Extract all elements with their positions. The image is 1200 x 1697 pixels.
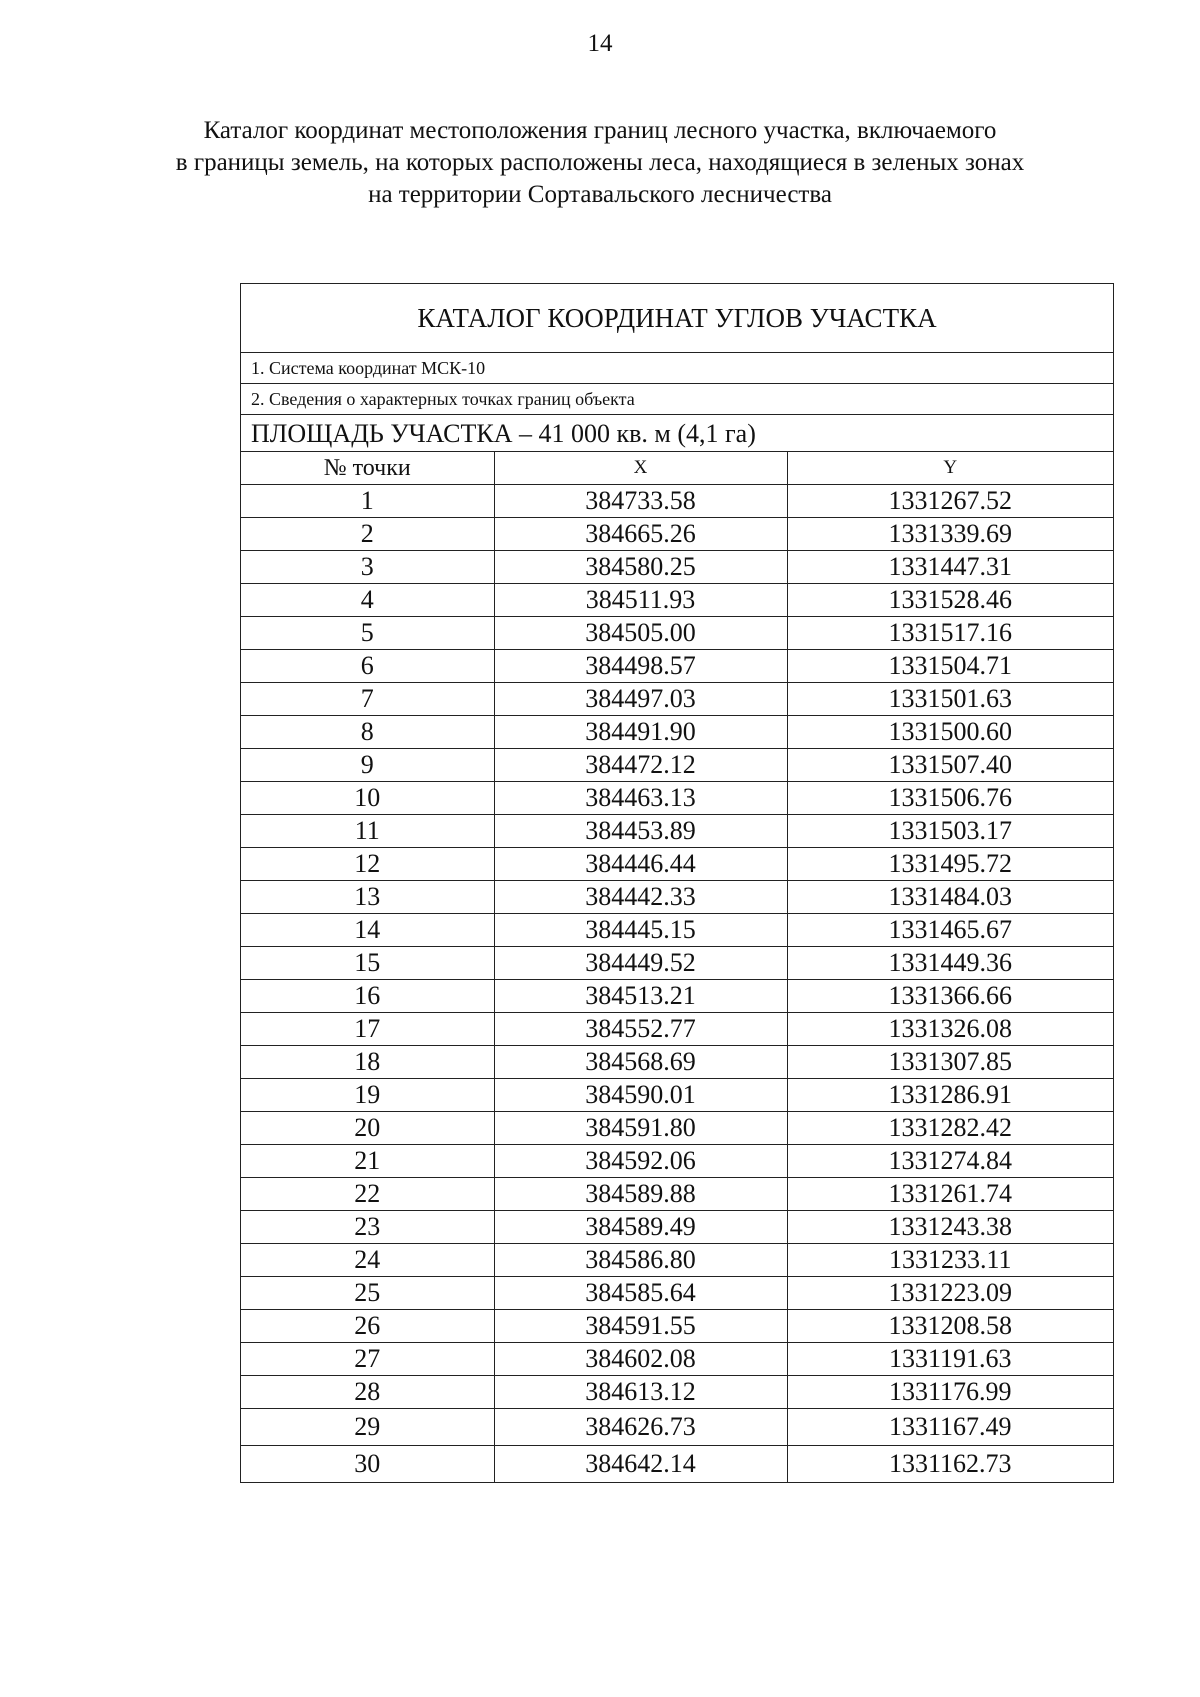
y-coordinate-cell: 1331506.76 [787,782,1113,815]
point-number-cell: 3 [241,551,494,584]
y-coordinate-cell: 1331495.72 [787,848,1113,881]
y-coordinate-cell: 1331501.63 [787,683,1113,716]
table-row [241,1446,1113,1483]
y-coordinate-cell: 1331307.85 [787,1046,1113,1079]
point-number-cell: 10 [241,782,494,815]
y-coordinate-cell: 1331504.71 [787,650,1113,683]
column-header-y: Y [787,452,1113,485]
point-number-cell: 8 [241,716,494,749]
x-coordinate-cell: 384568.69 [494,1046,787,1079]
x-coordinate-cell: 384449.52 [494,947,787,980]
y-coordinate-cell: 1331208.58 [787,1310,1113,1343]
x-coordinate-cell: 384513.21 [494,980,787,1013]
table-row [241,749,1113,782]
table-row [241,1079,1113,1112]
y-coordinate-cell: 1331500.60 [787,716,1113,749]
point-number-cell: 21 [241,1145,494,1178]
table-row [241,1409,1113,1446]
column-header-point: № точки [241,452,494,485]
x-coordinate-cell: 384511.93 [494,584,787,617]
plot-area: ПЛОЩАДЬ УЧАСТКА – 41 000 кв. м (4,1 га) [241,415,1113,452]
point-number-cell: 12 [241,848,494,881]
x-coordinate-cell: 384491.90 [494,716,787,749]
y-coordinate-cell: 1331528.46 [787,584,1113,617]
x-coordinate-cell: 384552.77 [494,1013,787,1046]
table-row [241,584,1113,617]
document-title-line: Каталог координат местоположения границ лесного участка, включаемого [203,117,997,144]
table-row [241,881,1113,914]
y-coordinate-cell: 1331503.17 [787,815,1113,848]
column-header-x: X [494,452,787,485]
table-header-row [241,452,1113,485]
table-row [241,551,1113,584]
y-coordinate-cell: 1331223.09 [787,1277,1113,1310]
table-row [241,650,1113,683]
x-coordinate-cell: 384497.03 [494,683,787,716]
x-coordinate-cell: 384591.80 [494,1112,787,1145]
x-coordinate-cell: 384591.55 [494,1310,787,1343]
table-row [241,617,1113,650]
x-coordinate-cell: 384445.15 [494,914,787,947]
y-coordinate-cell: 1331176.99 [787,1376,1113,1409]
table-row [241,1145,1113,1178]
table-row [241,848,1113,881]
table-row [241,1244,1113,1277]
point-number-cell: 7 [241,683,494,716]
y-coordinate-cell: 1331507.40 [787,749,1113,782]
table-row [241,1211,1113,1244]
table-row [241,782,1113,815]
x-coordinate-cell: 384642.14 [494,1446,787,1483]
x-coordinate-cell: 384505.00 [494,617,787,650]
document-title [60,115,1140,211]
coordinate-system-note: 1. Система координат МСК-10 [241,353,1113,384]
point-number-cell: 4 [241,584,494,617]
x-coordinate-cell: 384580.25 [494,551,787,584]
point-number-cell: 20 [241,1112,494,1145]
document-title-line: в границы земель, на которых расположены леса, находящиеся в зеленых зонах [175,149,1025,176]
x-coordinate-cell: 384613.12 [494,1376,787,1409]
y-coordinate-cell: 1331243.38 [787,1211,1113,1244]
catalog-header: КАТАЛОГ КООРДИНАТ УГЛОВ УЧАСТКА [241,284,1113,353]
point-number-cell: 15 [241,947,494,980]
x-coordinate-cell: 384733.58 [494,485,787,518]
x-coordinate-cell: 384585.64 [494,1277,787,1310]
y-coordinate-cell: 1331326.08 [787,1013,1113,1046]
y-coordinate-cell: 1331447.31 [787,551,1113,584]
table-row [241,914,1113,947]
y-coordinate-cell: 1331274.84 [787,1145,1113,1178]
x-coordinate-cell: 384498.57 [494,650,787,683]
y-coordinate-cell: 1331267.52 [787,485,1113,518]
table-row [241,815,1113,848]
y-coordinate-cell: 1331339.69 [787,518,1113,551]
table-row [241,683,1113,716]
point-number-cell: 1 [241,485,494,518]
point-number-cell: 23 [241,1211,494,1244]
x-coordinate-cell: 384589.49 [494,1211,787,1244]
point-number-cell: 28 [241,1376,494,1409]
point-number-cell: 16 [241,980,494,1013]
point-number-cell: 11 [241,815,494,848]
y-coordinate-cell: 1331366.66 [787,980,1113,1013]
point-number-cell: 17 [241,1013,494,1046]
y-coordinate-cell: 1331484.03 [787,881,1113,914]
point-number-cell: 27 [241,1343,494,1376]
x-coordinate-cell: 384472.12 [494,749,787,782]
point-number-cell: 29 [241,1409,494,1446]
x-coordinate-cell: 384590.01 [494,1079,787,1112]
x-coordinate-cell: 384602.08 [494,1343,787,1376]
point-number-cell: 26 [241,1310,494,1343]
boundary-points-note: 2. Сведения о характерных точках границ объекта [241,384,1113,415]
coordinate-catalog [240,283,1114,1483]
table-row [241,1112,1113,1145]
y-coordinate-cell: 1331282.42 [787,1112,1113,1145]
point-number-cell: 14 [241,914,494,947]
table-row [241,1178,1113,1211]
x-coordinate-cell: 384589.88 [494,1178,787,1211]
table-row [241,716,1113,749]
y-coordinate-cell: 1331162.73 [787,1446,1113,1483]
point-number-cell: 5 [241,617,494,650]
point-number-cell: 22 [241,1178,494,1211]
y-coordinate-cell: 1331191.63 [787,1343,1113,1376]
y-coordinate-cell: 1331286.91 [787,1079,1113,1112]
point-number-cell: 24 [241,1244,494,1277]
table-row [241,1310,1113,1343]
x-coordinate-cell: 384665.26 [494,518,787,551]
x-coordinate-cell: 384453.89 [494,815,787,848]
y-coordinate-cell: 1331465.67 [787,914,1113,947]
y-coordinate-cell: 1331233.11 [787,1244,1113,1277]
y-coordinate-cell: 1331449.36 [787,947,1113,980]
y-coordinate-cell: 1331167.49 [787,1409,1113,1446]
point-number-cell: 19 [241,1079,494,1112]
point-number-cell: 9 [241,749,494,782]
x-coordinate-cell: 384592.06 [494,1145,787,1178]
point-number-cell: 13 [241,881,494,914]
table-row [241,1376,1113,1409]
table-row [241,518,1113,551]
table-row [241,947,1113,980]
y-coordinate-cell: 1331261.74 [787,1178,1113,1211]
point-number-cell: 30 [241,1446,494,1483]
x-coordinate-cell: 384463.13 [494,782,787,815]
x-coordinate-cell: 384442.33 [494,881,787,914]
y-coordinate-cell: 1331517.16 [787,617,1113,650]
table-row [241,1343,1113,1376]
x-coordinate-cell: 384586.80 [494,1244,787,1277]
table-row [241,980,1113,1013]
coordinates-table [241,452,1113,1482]
page-number: 14 [587,30,613,57]
x-coordinate-cell: 384446.44 [494,848,787,881]
coordinates-table-body [241,485,1113,1483]
x-coordinate-cell: 384626.73 [494,1409,787,1446]
point-number-cell: 18 [241,1046,494,1079]
document-title-line: на территории Сортавальского лесничества [368,181,832,208]
table-row [241,1046,1113,1079]
table-row [241,1277,1113,1310]
table-row [241,485,1113,518]
point-number-cell: 25 [241,1277,494,1310]
point-number-cell: 2 [241,518,494,551]
table-row [241,1013,1113,1046]
point-number-cell: 6 [241,650,494,683]
